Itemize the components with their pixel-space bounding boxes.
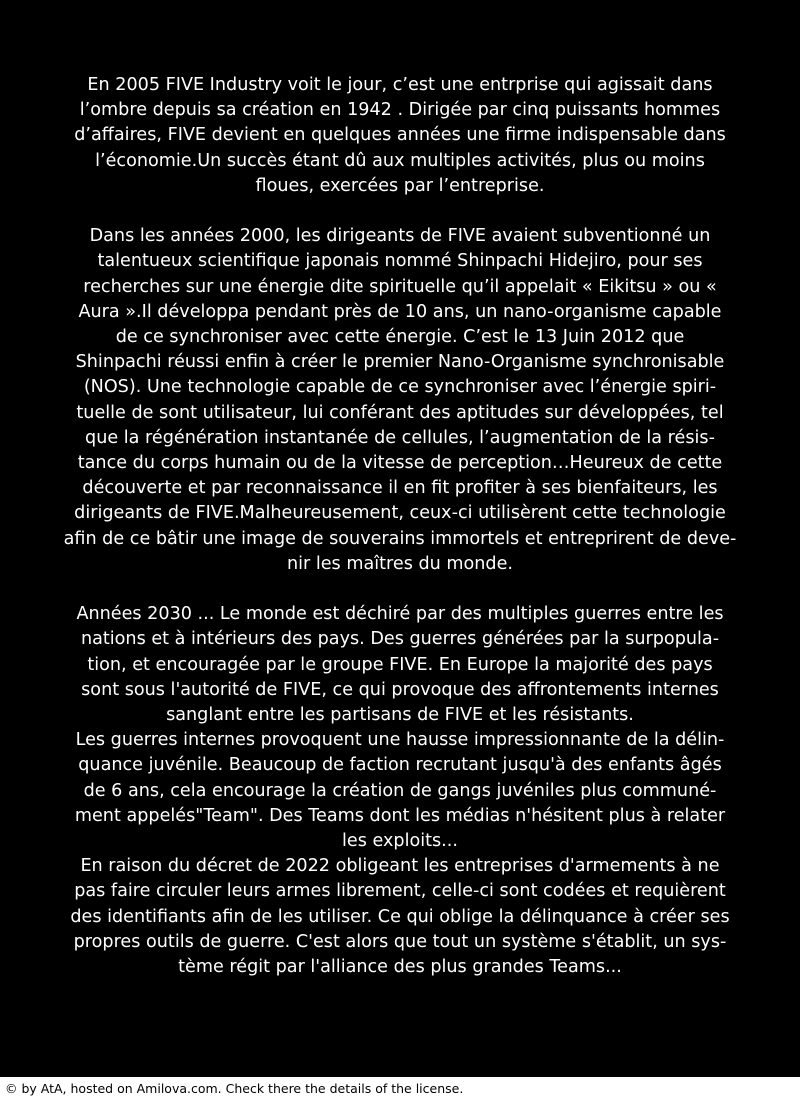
paragraph-1 xyxy=(48,73,752,199)
text-line: tion, et encouragée par le groupe FIVE. En Europe la majorité des pays xyxy=(87,654,713,675)
text-line: Dans les années 2000, les dirigeants de FIVE avaient subventionné un xyxy=(89,226,711,247)
license-credit: © by AtA, hosted on Amilova.com. Check there the details of the license. xyxy=(5,1081,464,1096)
text-line: dirigeants de FIVE.Malheureusement, ceux-ci utilisèrent cette technologie xyxy=(74,503,726,524)
text-line: nir les maîtres du monde. xyxy=(286,553,514,574)
text-line: En raison du décret de 2022 obligeant les entreprises d'armements à ne xyxy=(80,856,720,877)
text-line: Années 2030 ... Le monde est déchiré par des multiples guerres entre les xyxy=(76,604,724,625)
paragraph-gap xyxy=(48,199,752,224)
text-line: de ce synchroniser avec cette énergie. C’est le 13 Juin 2012 que xyxy=(115,327,685,348)
text-line: (NOS). Une technologie capable de ce synchroniser avec l’énergie spiri- xyxy=(83,377,717,398)
text-line: talentueux scientifique japonais nommé Shinpachi Hidejiro, pour ses xyxy=(97,251,703,272)
text-line: sanglant entre les partisans de FIVE et les résistants. xyxy=(166,705,634,726)
text-line: ment appelés"Team". Des Teams dont les médias n'hésitent plus à relater xyxy=(74,805,726,826)
text-line: Les guerres internes provoquent une hausse impressionnante de la délin- xyxy=(75,730,725,751)
paragraph-gap xyxy=(48,577,752,602)
text-line: découverte et par reconnaissance il en fit profiter à ses bienfaiteurs, les xyxy=(82,478,718,499)
text-line: Aura ».Il développa pendant près de 10 ans, un nano-organisme capable xyxy=(78,301,722,322)
text-line: afin de ce bâtir une image de souverains immortels et entreprirent de deve- xyxy=(63,528,737,549)
text-line: tuelle de sont utilisateur, lui conférant des aptitudes sur développées, tel xyxy=(76,402,724,423)
text-line: quance juvénile. Beaucoup de faction recrutant jusqu'à des enfants âgés xyxy=(78,755,722,776)
text-line: recherches sur une énergie dite spirituelle qu’il appelait « Eikitsu » ou « xyxy=(83,276,717,297)
text-line: des identifiants afin de les utiliser. Ce qui oblige la délinquance à créer ses xyxy=(70,906,730,927)
text-line: pas faire circuler leurs armes librement, celle-ci sont codées et requièrent xyxy=(74,881,726,902)
text-line: floues, exercées par l’entreprise. xyxy=(255,175,545,196)
paragraph-2 xyxy=(48,224,752,577)
license-footer xyxy=(0,1077,800,1100)
text-line: nations et à intérieurs des pays. Des guerres générées par la surpopula- xyxy=(80,629,720,650)
text-line: que la régénération instantanée de cellules, l’augmentation de la résis- xyxy=(85,427,715,448)
text-line: de 6 ans, cela encourage la création de gangs juvéniles plus communé- xyxy=(83,780,717,801)
text-line: tème régit par l'alliance des plus grandes Teams... xyxy=(178,957,622,978)
text-line: d’affaires, FIVE devient en quelques années une firme indispensable dans xyxy=(74,125,726,146)
text-line: les exploits... xyxy=(342,831,458,852)
text-line: tance du corps humain ou de la vitesse de perception…Heureux de cette xyxy=(77,453,723,474)
text-line: l’ombre depuis sa création en 1942 . Dirigée par cinq puissants hommes xyxy=(79,100,721,121)
text-line: En 2005 FIVE Industry voit le jour, c’est une entrprise qui agissait dans xyxy=(87,75,713,95)
story-text xyxy=(48,73,752,980)
paragraph-3 xyxy=(48,602,752,980)
text-line: sont sous l'autorité de FIVE, ce qui provoque des affrontements internes xyxy=(81,679,719,700)
text-line: propres outils de guerre. C'est alors que tout un système s'établit, un sys- xyxy=(73,931,727,952)
text-line: Shinpachi réussi enfin à créer le premier Nano-Organisme synchronisable xyxy=(75,352,725,373)
text-line: l’économie.Un succès étant dû aux multiples activités, plus ou moins xyxy=(95,150,705,171)
